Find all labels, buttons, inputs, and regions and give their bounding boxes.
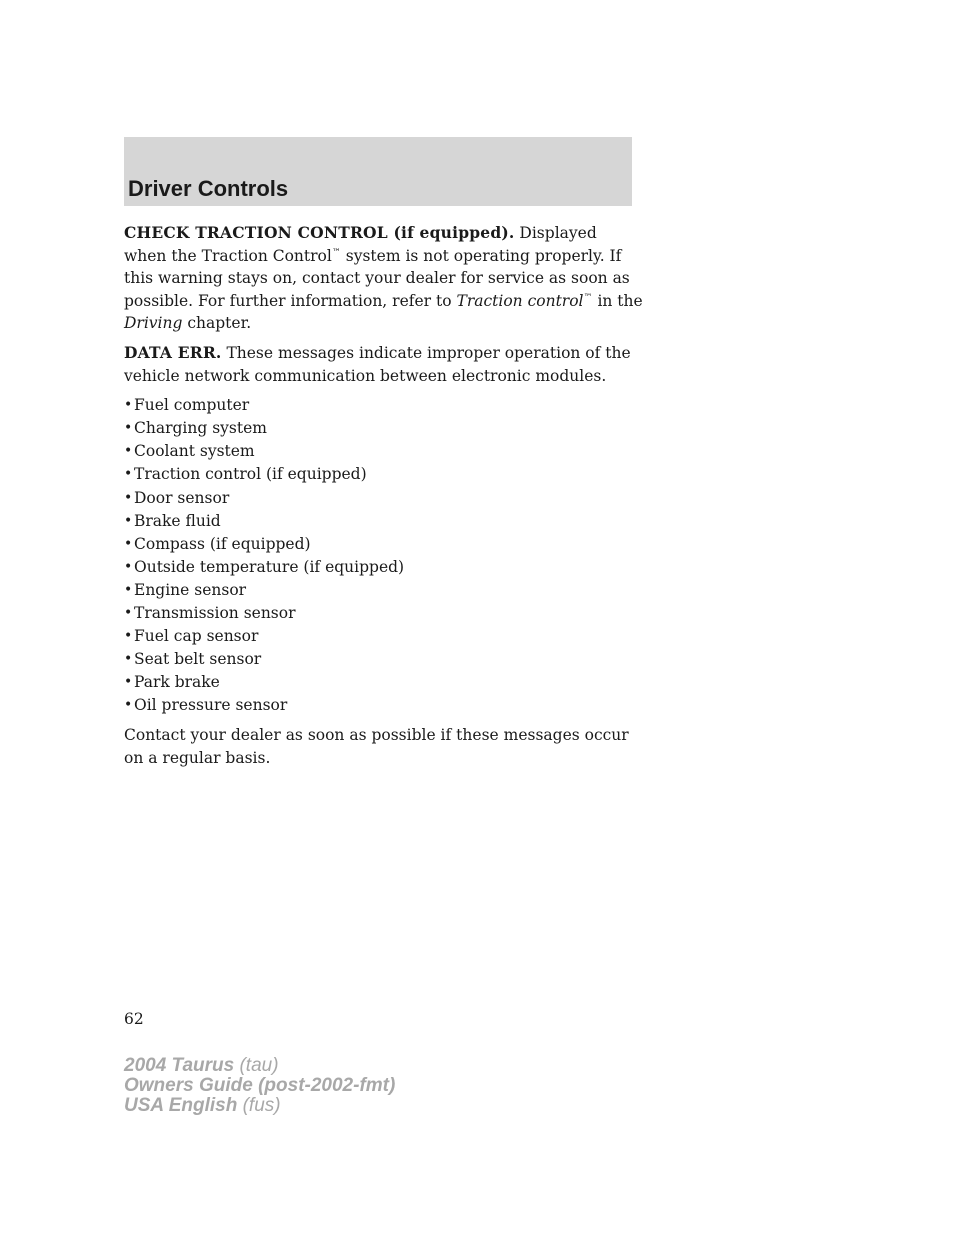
bullet-icon: • bbox=[124, 443, 133, 460]
bullet-icon: • bbox=[124, 558, 133, 575]
paragraph-text: system is not operating properly. If this warning stays on, contact your dealer for service as soon as possible. For further information, refer to bbox=[124, 246, 630, 310]
footer-line bbox=[124, 1096, 395, 1116]
paragraph-lead: DATA ERR. bbox=[124, 342, 222, 362]
bullet-icon: • bbox=[124, 697, 133, 714]
bullet-icon: • bbox=[124, 605, 133, 621]
bullet-icon: • bbox=[124, 420, 133, 437]
list-item-label: Charging system bbox=[134, 419, 267, 438]
list-item bbox=[124, 579, 644, 602]
list-item-label: Transmission sensor bbox=[134, 604, 296, 622]
list-item-label: Brake fluid bbox=[134, 511, 221, 530]
paragraph-text: These messages indicate improper operation of the vehicle network communication between electronic modules. bbox=[124, 343, 631, 385]
bullet-icon: • bbox=[124, 674, 133, 691]
document-footer bbox=[124, 1056, 395, 1116]
list-item bbox=[124, 533, 644, 556]
paragraph-text: chapter. bbox=[182, 314, 252, 333]
bullet-list bbox=[124, 394, 644, 717]
list-item-label: Park brake bbox=[134, 673, 220, 692]
bullet-icon: • bbox=[124, 512, 133, 529]
list-item-label: Compass (if equipped) bbox=[134, 534, 311, 553]
list-item-label: Fuel cap sensor bbox=[134, 627, 259, 646]
paragraph-text: in the bbox=[592, 291, 643, 310]
footer-line bbox=[124, 1056, 395, 1076]
list-item-label: Traction control (if equipped) bbox=[134, 465, 367, 484]
bullet-icon: • bbox=[124, 651, 133, 668]
footer-language-code: (fus) bbox=[242, 1095, 281, 1116]
footer-language: USA English bbox=[124, 1095, 238, 1116]
list-item-label: Oil pressure sensor bbox=[134, 696, 288, 715]
bullet-icon: • bbox=[124, 535, 133, 552]
footer-line bbox=[124, 1076, 395, 1096]
list-item bbox=[124, 487, 644, 510]
bullet-icon: • bbox=[124, 628, 133, 645]
list-item bbox=[124, 694, 644, 717]
bullet-icon: • bbox=[124, 397, 133, 414]
bullet-icon: • bbox=[124, 489, 133, 506]
list-item bbox=[124, 671, 644, 694]
trademark-symbol: ™ bbox=[583, 292, 593, 303]
list-item-label: Door sensor bbox=[134, 488, 230, 507]
list-item bbox=[124, 556, 644, 579]
list-item bbox=[124, 440, 644, 463]
list-item bbox=[124, 648, 644, 671]
body-text bbox=[124, 222, 644, 776]
list-item bbox=[124, 510, 644, 533]
list-item-label: Seat belt sensor bbox=[134, 650, 262, 669]
list-item bbox=[124, 625, 644, 648]
paragraph-text: Displayed when the Traction Control bbox=[124, 224, 597, 265]
list-item bbox=[124, 463, 644, 486]
cross-reference: Traction control bbox=[456, 291, 584, 310]
list-item-label: Engine sensor bbox=[134, 580, 247, 599]
footer-guide: Owners Guide (post-2002-fmt) bbox=[124, 1075, 396, 1096]
footer-model: 2004 Taurus bbox=[124, 1055, 235, 1076]
bullet-icon: • bbox=[124, 466, 133, 483]
list-item-label: Coolant system bbox=[134, 442, 255, 461]
list-item bbox=[124, 417, 644, 440]
paragraph-data-err bbox=[124, 342, 644, 387]
paragraph-lead: CHECK TRACTION CONTROL (if equipped). bbox=[124, 223, 515, 242]
list-item-label: Outside temperature (if equipped) bbox=[134, 557, 405, 576]
bullet-icon: • bbox=[124, 581, 133, 598]
paragraph-check-traction bbox=[124, 222, 644, 335]
trademark-symbol: ™ bbox=[331, 247, 341, 258]
list-item bbox=[124, 394, 644, 417]
list-item-label: Fuel computer bbox=[134, 396, 250, 415]
paragraph-contact: Contact your dealer as soon as possible if these messages occur on a regular basis. bbox=[124, 725, 629, 767]
chapter-reference: Driving bbox=[124, 314, 183, 333]
footer-model-code: (tau) bbox=[239, 1055, 279, 1076]
list-item bbox=[124, 602, 644, 625]
page-number: 62 bbox=[124, 1010, 144, 1028]
page-title: Driver Controls bbox=[128, 176, 289, 201]
